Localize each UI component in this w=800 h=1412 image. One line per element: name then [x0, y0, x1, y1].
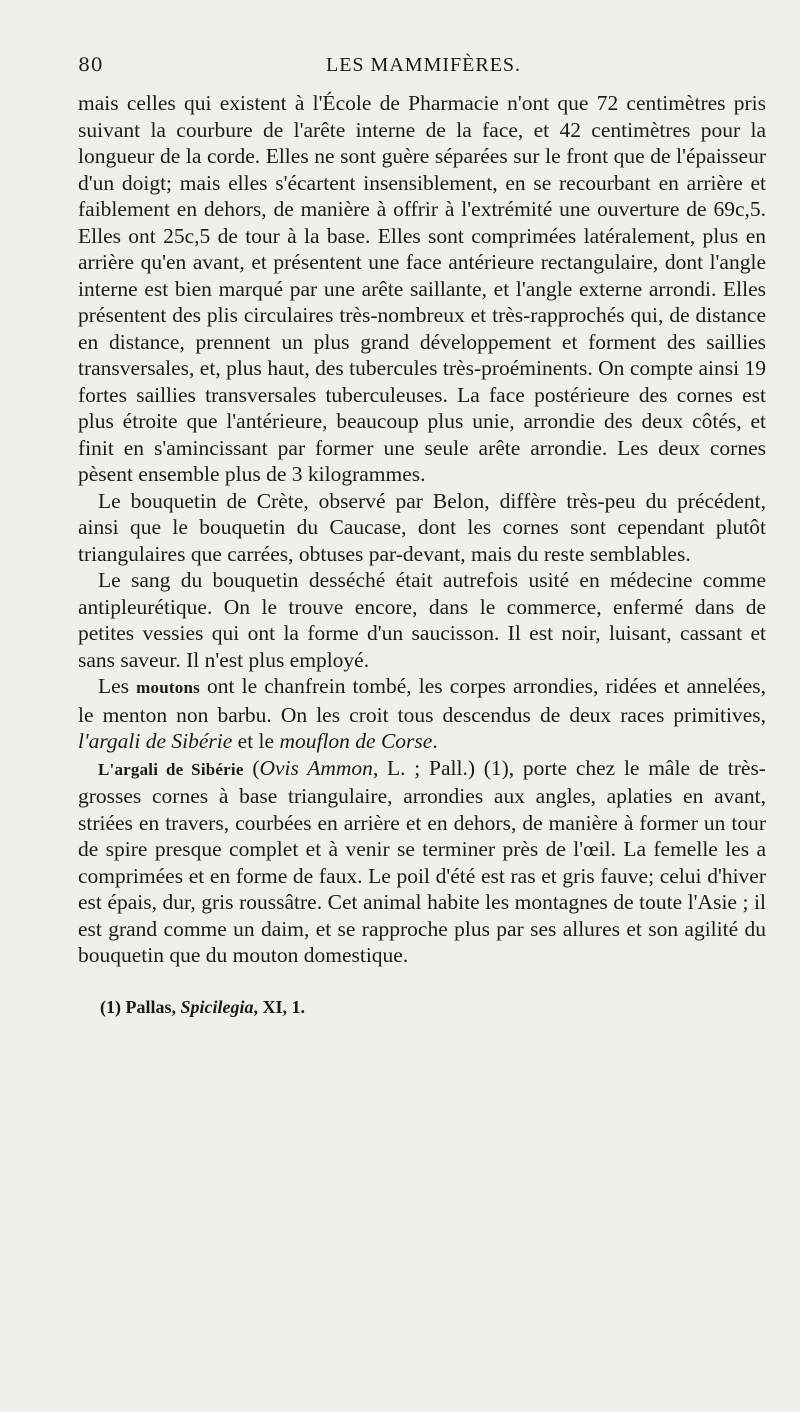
footnote-rest: , XI, 1. — [253, 996, 306, 1017]
text-span: et le — [232, 729, 280, 753]
term-moutons: moutons — [136, 678, 200, 697]
footnote-lead: (1) Pallas, — [100, 996, 181, 1017]
paragraph-1: mais celles qui existent à l'École de Pharmacie n'ont que 72 centimètres pris suivant la courbure de l'arête interne de la face, et 42 centimètres pour la longueur de la corde. Elles ne sont guère séparées sur le front que de l'épaisseur d'un doigt; mais elles s'écartent insensiblement, en se recourbant en arrière et faiblement en dehors, de manière à offrir à l'extrémité une ouverture de 69c,5. Elles ont 25c,5 de tour à la base. Elles sont comprimées latéralement, plus en arrière qu'en avant, et présentent une face antérieure rectangulaire, dont l'angle interne est bien marqué par une arête saillante, et l'angle externe arrondi. Elles présentent des plis circulaires très-nombreux et très-rapprochés qui, de distance en distance, prennent un plus grand développement et forment des saillies transversales, et, plus haut, des tubercules très-proéminents. On compte ainsi 19 fortes saillies transversales tuberculeuses. La face postérieure des cornes est plus étroite que l'antérieure, beaucoup plus unie, arrondie des deux côtés, et finit en s'amincissant par former une seule arête arrondie. Les deux cornes pèsent ensemble plus de 3 kilogrammes. — [78, 91, 766, 486]
page-header — [78, 44, 766, 80]
paragraph-3: Le sang du bouquetin desséché était autrefois usité en médecine comme antipleurétique. On le trouve encore, dans le commerce, enfermé dans de petites vessies qui ont la forme d'un saucisson. Il est noir, luisant, cassant et sans saveur. Il n'est plus employé. — [78, 568, 766, 672]
footnote — [78, 997, 766, 1018]
term-argali: l'argali de Sibérie — [78, 729, 233, 753]
text-span: Les — [98, 674, 137, 698]
text-span: ( — [243, 755, 260, 780]
page-number: 80 — [78, 54, 104, 76]
paragraph-5 — [78, 755, 766, 969]
text-span: , L. ; Pall.) (1), porte chez le mâle de très-grosses cornes à base triangulaire, arrondies aux angles, aplaties en avant, striées en travers, courbées en arrière et en dehors, de manière à former un tour de spire presque complet et à venir se terminer près de l'œil. La femelle les a comprimées et en forme de faux. Le poil d'été est ras et gris fauve; celui d'hiver est épais, dur, gris roussâtre. Cet animal habite les montagnes de toute l'Asie ; il est grand comme un daim, et se rapproche plus par ses allures et son agilité du bouquetin que du mouton domestique. — [78, 755, 766, 967]
running-title: LES MAMMIFÈRES. — [326, 54, 522, 76]
paragraph-4 — [78, 673, 766, 755]
term-argali-heading: L'argali de Sibérie — [98, 759, 244, 779]
page — [78, 44, 766, 1018]
footnote-title: Spicilegia — [180, 996, 254, 1017]
paragraph-2: Le bouquetin de Crète, observé par Belon, diffère très-peu du précédent, ainsi que le bouquetin du Caucase, dont les cornes sont cependant plutôt triangulaires que carrées, obtuses par-devant, mais du reste semblables. — [78, 488, 766, 566]
body-text — [78, 90, 766, 969]
species-name: Ovis Ammon — [259, 755, 373, 780]
term-mouflon: mouflon de Corse — [279, 729, 433, 753]
text-span: ont le chanfrein tombé, les corpes arrondies, ridées et annelées, le menton non barbu. On les croit tous descendus de deux races primitives, — [78, 674, 766, 727]
text-span: . — [432, 729, 438, 753]
